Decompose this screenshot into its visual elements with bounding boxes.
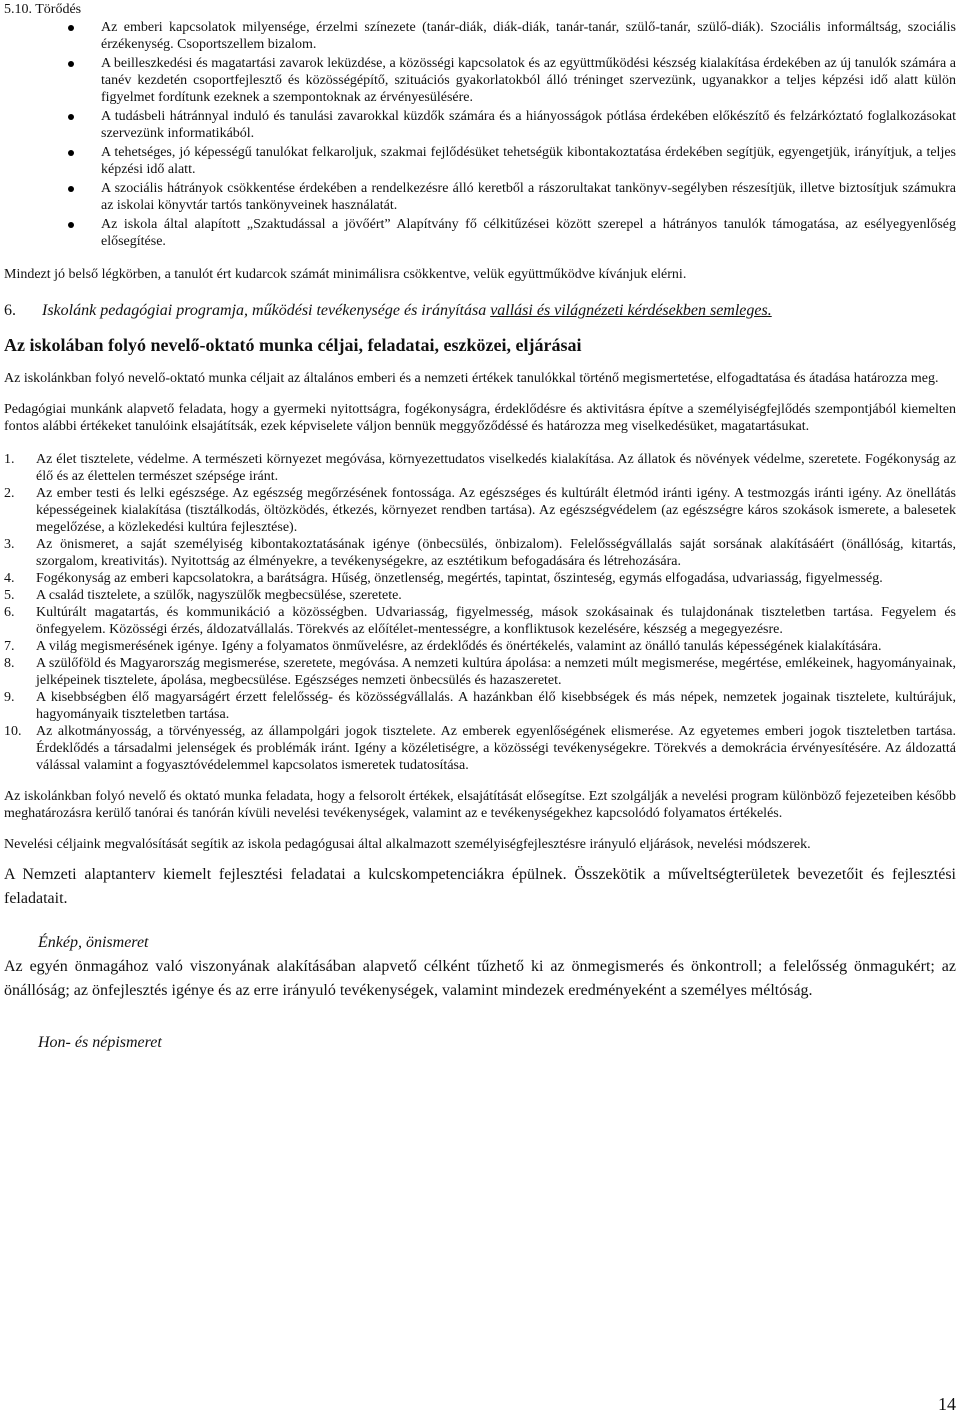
- value-number: 7.: [4, 639, 15, 654]
- value-item: [4, 638, 956, 655]
- value-number: 2.: [4, 486, 15, 501]
- value-text: Az ember testi és lelki egészsége. Az egészség megőrzésének fontossága. Az egészséges és kultúrált életmód iránti igény. A testmozgás iránti igény. Az önellátás képességeinek kialakítása (tisztálkodás, öltözködés, étkezés, környezet rendben tartása). Az egészségvédelem (az egészségre káros szokások ismerete, a balesetek megelőzése, a közlekedési kultúra fejlesztése).: [36, 486, 956, 535]
- point-6-underlined: vallási és világnézeti kérdésekben semleges.: [490, 302, 772, 319]
- section-heading: 5.10. Törődés: [4, 2, 82, 17]
- page-number: 14: [938, 1394, 956, 1414]
- value-text: Az önismeret, a saját személyiség kibontakoztatásának igénye (önbecsülés, önbizalom). Felelősségvállalás saját sorsának alakításáért (önállóság, kitartás, szorgalom, kreativitás). Nyitottság az élményekre, a tevékenységekre, az esztétikum befogadására és létrehozására.: [36, 537, 956, 569]
- bullet-list: [4, 19, 956, 252]
- value-item: [4, 536, 956, 570]
- value-number: 1.: [4, 452, 15, 467]
- value-number: 5.: [4, 588, 15, 603]
- value-text: Fogékonyság az emberi kapcsolatokra, a barátságra. Hűség, önzetlenség, megértés, tapintat, őszinteség, egymás elfogadása, udvariasság, figyelmesség.: [36, 571, 883, 586]
- nat-paragraph: A Nemzeti alaptanterv kiemelt fejlesztési feladatai a kulcskompetenciákra épülnek. Összekötik a műveltségterületek bevezetőit és fejlesztési feladatait.: [4, 866, 956, 907]
- point-6-number: 6.: [4, 302, 16, 319]
- enkep-heading: Énkép, önismeret: [38, 934, 149, 951]
- after-values-paragraph-2: Nevelési céljaink megvalósítását segítik az iskola pedagógusai által alkalmazott személyiségfejlesztésre irányuló eljárások, nevelési módszerek.: [4, 837, 811, 852]
- bullet-item: A beilleszkedési és magatartási zavarok leküzdése, a közösségi kapcsolatok és az együttműködési készség kialakítása érdekében az új tanulók számára a tanév kezdetén csoportfejlesztő és közösségépítő, szituációs gyakorlatokból álló tréninget szervezünk, ugyanakkor a teljes képzési idő alatt külön figyelmet fordítunk ezeknek a szempontoknak az érvényesülésére.: [4, 55, 956, 106]
- value-item: [4, 570, 956, 587]
- value-text: A család tisztelete, a szülők, nagyszülők megbecsülése, szeretete.: [36, 588, 402, 603]
- point-6: [4, 301, 772, 320]
- value-text: A szülőföld és Magyarország megismerése, szeretete, megóvása. A nemzeti kultúra ápolása: a nemzeti múlt megismerése, megértése, emlékeinek, hagyományainak, jelképeinek tisztelete, ápolása, megbecsülése. Egészséges nemzeti önbecsülés és hazaszeretet.: [36, 656, 956, 688]
- value-number: 10.: [4, 724, 22, 739]
- value-number: 6.: [4, 605, 15, 620]
- value-item: [4, 689, 956, 723]
- value-item: [4, 723, 956, 774]
- value-item: [4, 451, 956, 485]
- value-item: [4, 587, 956, 604]
- value-text: A világ megismerésének igénye. Igény a folyamatos önművelésre, az érdeklődés és önértékelés, valamint az önálló tanulás képességének kialakítására.: [36, 639, 882, 654]
- value-text: Az élet tisztelete, védelme. A természeti környezet megóvása, környezettudatos viselkedés kialakítása. Az állatok és növények védelme, szeretete. Fogékonyság az élő és az élettelen természet szépsége iránt.: [36, 452, 956, 484]
- hon-heading: Hon- és népismeret: [38, 1034, 162, 1051]
- bullet-item: A szociális hátrányok csökkentése érdekében a rendelkezésre álló keretből a rászorultakat tankönyv-segélyben részesítjük, illetve biztosítjuk számukra az iskolai könyvtár tartós tankönyveinek használatát.: [4, 180, 956, 214]
- value-number: 9.: [4, 690, 15, 705]
- value-number: 4.: [4, 571, 15, 586]
- enkep-paragraph: Az egyén önmagához való viszonyának alakításában alapvető célként tűzhető ki az önmegismerés és önkontroll; a felelősség önmagukért; az önállóság; az önfejlesztés igénye és az erre irányuló tevékenységek, valamint mindezek eredményeként a személyes méltóság.: [4, 958, 956, 999]
- after-values-paragraph-1: Az iskolánkban folyó nevelő és oktató munka feladata, hogy a felsorolt értékek, elsajátítását elősegítse. Ezt szolgálják a nevelési program különböző fejezeteiben később meghatározásra kerülő tanórai és tanórán kívüli nevelési tevékenységek, valamint az e tevékenységekhez kapcsolódó folyamatos értékelés.: [4, 789, 956, 821]
- value-number: 3.: [4, 537, 15, 552]
- value-number: 8.: [4, 656, 15, 671]
- point-6-text: Iskolánk pedagógiai programja, működési tevékenysége és irányítása: [42, 302, 491, 319]
- value-item: [4, 604, 956, 638]
- bullet-item: A tehetséges, jó képességű tanulókat felkaroljuk, szakmai fejlődésüket tehetségük kibontakoztatása érdekében segítjük, egyengetjük, irányítjuk, a teljes képzési idő alatt.: [4, 144, 956, 178]
- values-list: [4, 451, 956, 774]
- value-text: A kisebbségben élő magyarságért érzett felelősség- és közösségvállalás. A hazánkban élő kisebbségek és más népek, nemzetek jogainak tisztelete, kultúrájuk, hagyományaik tiszteletben tartása.: [36, 690, 956, 722]
- bullet-item: Az iskola által alapított „Szaktudással a jövőért” Alapítvány fő célkitűzései között szerepel a hátrányos tanulók támogatása, az esélyegyenlőség elősegítése.: [4, 216, 956, 250]
- intro-paragraph-1: Az iskolánkban folyó nevelő-oktató munka céljait az általános emberi és a nemzeti értékek tanulókkal történő megismertetése, elfogadtatása és átadása határozza meg.: [4, 371, 939, 386]
- value-text: Az alkotmányosság, a törvényesség, az állampolgári jogok tisztelete. Az emberek egyenlőségének elismerése. Az egyetemes emberi jogok tiszteletben tartása. Érdeklődés a társadalmi jelenségek és problémák iránt. Igény a közéletiségre, a közösségi tevékenységekre. Törekvés a demokrácia érvényesítésére. Az áldozattá válással valamint a fogyasztóvédelemmel kapcsolatos ismeretek tudatosítása.: [36, 724, 956, 773]
- value-text: Kultúrált magatartás, és kommunikáció a közösségben. Udvariasság, figyelmesség, mások szokásainak és tulajdonának tiszteletben tartása. Fegyelem és önfegyelem. Közösségi érzés, áldozatvállalás. Törekvés az előítélet-mentességre, a konfliktusok kezelésére, készség a megegyezésre.: [36, 605, 956, 637]
- value-item: [4, 485, 956, 536]
- main-heading: Az iskolában folyó nevelő-oktató munka céljai, feladatai, eszközei, eljárásai: [4, 335, 582, 355]
- intro-paragraph-2: Pedagógiai munkánk alapvető feladata, hogy a gyermeki nyitottságra, fogékonyságra, érdeklődésre és aktivitásra építve a személyiségfejlődés szempontjából kiemelten fontos alábbi értékeket tanulóink elsajátítsák, ezek képviselete váljon bennük meggyőződéssé és határozza meg viselkedésüket, magatartásukat.: [4, 402, 956, 434]
- bullet-item: A tudásbeli hátránnyal induló és tanulási zavarokkal küzdők számára és a hiányosságok pótlása érdekében előkészítő és felzárkóztató foglalkozásokat szervezünk informatikából.: [4, 108, 956, 142]
- section-closing: Mindezt jó belső légkörben, a tanulót ért kudarcok számát minimálisra csökkentve, velük együttműködve kívánjuk elérni.: [4, 267, 687, 282]
- bullet-item: Az emberi kapcsolatok milyensége, érzelmi színezete (tanár-diák, diák-diák, tanár-tanár, szülő-tanár, szülő-diák). Szociális informáltság, szociális érzékenység. Csoportszellem bizalom.: [4, 19, 956, 53]
- value-item: [4, 655, 956, 689]
